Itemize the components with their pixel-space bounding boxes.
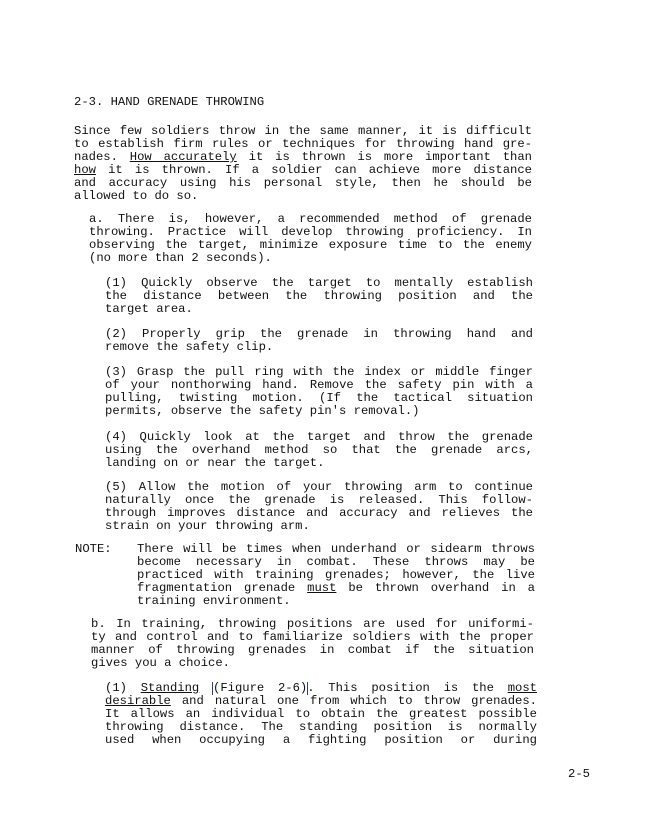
text-line: practiced with training grenades; however, the live — [137, 569, 535, 582]
text-run: be thrown overhand in a — [348, 582, 535, 595]
text-run: and natural one from which to throw grenades. — [181, 695, 537, 708]
text-line — [74, 151, 532, 164]
text-line: Since few soldiers throw in the same manner, it is difficult — [74, 125, 532, 138]
page-number-text: 2-5 — [568, 768, 590, 781]
underlined-word: desirable — [105, 695, 171, 708]
text-run: it is thrown is more important than — [248, 151, 532, 164]
text-line — [105, 682, 537, 695]
paragraph-b — [91, 618, 534, 670]
text-line: a. There is, however, a recommended method of grenade — [89, 213, 532, 226]
text-line: pulling, twisting motion. (If the tactical situation — [105, 392, 533, 405]
text-line: throwing distance. The standing position is normally — [105, 721, 537, 734]
text-line: used when occupying a fighting position or during — [105, 734, 537, 747]
text-line: target area. — [105, 303, 193, 316]
text-line: (no more than 2 seconds). — [89, 252, 272, 265]
note-body — [137, 543, 535, 608]
text-line: training environment. — [137, 595, 291, 608]
figure-2-6-link[interactable]: (Figure 2-6) — [213, 682, 308, 695]
heading-text: 2-3. HAND GRENADE THROWING — [74, 96, 265, 109]
text-run: fragmentation grenade — [137, 582, 296, 595]
text-line: (1) Quickly observe the target to mentally establish — [105, 277, 533, 290]
section-heading — [74, 96, 264, 109]
text-line: to establish firm rules or techniques for throwing hand gre- — [74, 138, 532, 151]
text-line: manner of throwing grenades in combat if the situation — [91, 644, 534, 657]
text-line: (2) Properly grip the grenade in throwing hand and — [105, 328, 533, 341]
text-line: become necessary in combat. These throws may be — [137, 556, 535, 569]
note-label-text: NOTE: — [75, 543, 112, 556]
text-line: allowed to do so. — [74, 190, 199, 203]
underlined-phrase: How accurately — [129, 151, 237, 164]
step-2 — [105, 328, 533, 354]
text-line: landing on or near the target. — [105, 457, 325, 470]
text-line: (3) Grasp the pull ring with the index or middle finger — [105, 366, 533, 379]
text-line: ty and control and to familiarize soldiers with the proper — [91, 631, 534, 644]
underlined-word: most — [507, 682, 537, 695]
text-line: (5) Allow the motion of your throwing arm to continue — [105, 481, 533, 494]
step-3 — [105, 366, 533, 418]
text-line: observing the target, minimize exposure time to the enemy — [89, 239, 532, 252]
text-line: strain on your throwing arm. — [105, 520, 310, 533]
text-line: There will be times when underhand or sidearm throws — [137, 543, 535, 556]
text-line: and accuracy using his personal style, then he should be — [74, 177, 532, 190]
text-line: remove the safety clip. — [105, 341, 274, 354]
text-line: throwing. Practice will develop throwing proficiency. In — [89, 226, 532, 239]
standing-title: Standing — [140, 682, 200, 695]
intro-paragraph — [74, 125, 532, 203]
underlined-word: must — [307, 582, 337, 595]
text-run: it is thrown. If a soldier can achieve more distance — [108, 164, 532, 177]
step-5 — [105, 481, 533, 533]
text-line: using the overhand method so that the grenade arcs, — [105, 444, 533, 457]
text-line: through improves distance and accuracy and relieves the — [105, 507, 533, 520]
text-line: of your nonthorwing hand. Remove the safety pin with a — [105, 379, 533, 392]
step-4 — [105, 431, 533, 470]
paragraph-a — [89, 213, 532, 265]
text-line: permits, observe the safety pin's removal.) — [105, 405, 420, 418]
step-1 — [105, 277, 533, 316]
text-line — [105, 695, 537, 708]
text-line — [74, 164, 532, 177]
text-run: . This position is the — [307, 682, 494, 695]
note-label — [75, 543, 112, 556]
text-line: naturally once the grenade is released. This follow- — [105, 494, 533, 507]
text-line: It allows an individual to obtain the greatest possible — [105, 708, 537, 721]
text-line: gives you a choice. — [91, 657, 230, 670]
text-run: nades. — [74, 151, 118, 164]
text-line: (4) Quickly look at the target and throw the grenade — [105, 431, 533, 444]
underlined-word: how — [74, 164, 96, 177]
standing-position-paragraph — [105, 682, 537, 747]
page-number — [568, 768, 590, 781]
text-line — [137, 582, 535, 595]
text-line: b. In training, throwing positions are used for uniformi- — [91, 618, 534, 631]
item-number: (1) — [105, 682, 127, 695]
text-line: the distance between the throwing position and the — [105, 290, 533, 303]
